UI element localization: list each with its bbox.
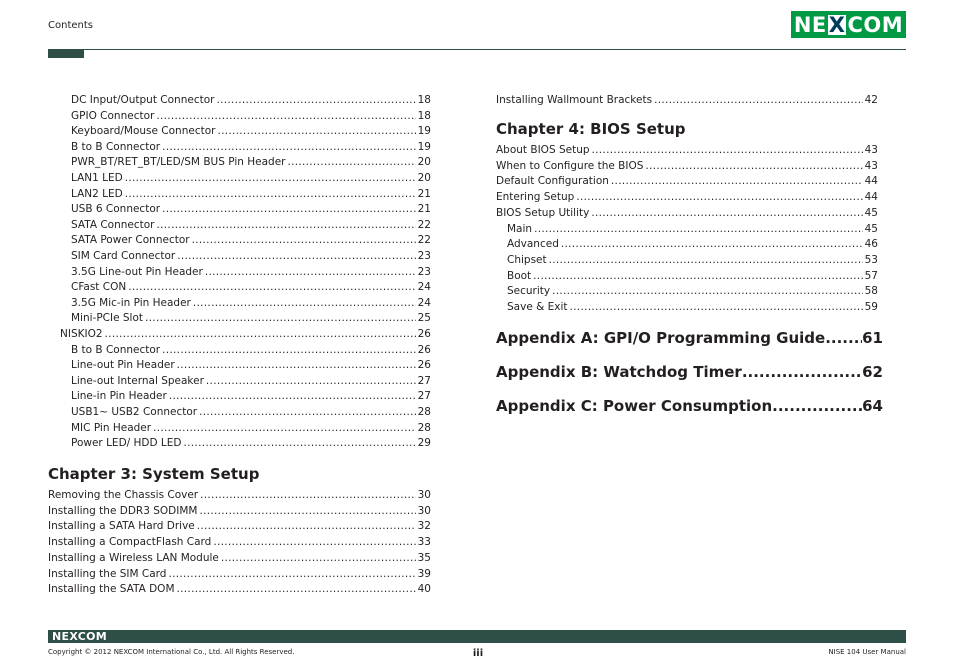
toc-entry[interactable]	[507, 222, 878, 237]
toc-entry-label: 3.5G Line-out Pin Header	[71, 265, 203, 278]
toc-entry[interactable]	[71, 155, 431, 170]
toc-entry[interactable]	[71, 405, 431, 420]
toc-entry[interactable]	[71, 109, 431, 124]
toc-entry-label: Installing the DDR3 SODIMM	[48, 504, 198, 517]
toc-entry-page: 39	[417, 567, 431, 580]
toc-entry[interactable]	[48, 582, 431, 597]
toc-entry-label: Removing the Chassis Cover	[48, 489, 199, 501]
toc-entry[interactable]	[496, 362, 883, 382]
toc-entry-page: 30	[417, 489, 431, 501]
toc-entry-label: Line-in Pin Header	[71, 390, 167, 403]
toc-entry-page: 62	[862, 363, 883, 381]
toc-entry[interactable]	[71, 343, 431, 358]
toc-leader-dots	[162, 140, 416, 155]
toc-entry-label: Save & Exit	[507, 301, 568, 313]
toc-entry-label: CFast CON	[71, 281, 127, 294]
toc-entry-label: About BIOS Setup	[496, 144, 590, 156]
toc-leader-dots	[654, 93, 863, 108]
toc-entry-page: 22	[417, 234, 431, 247]
toc-entry-label: Advanced	[507, 238, 559, 251]
footer-page-number: iii	[472, 648, 484, 659]
footer-square	[889, 637, 906, 643]
toc-entry-label: B to B Connector	[71, 140, 161, 153]
toc-entry-page: 46	[864, 238, 878, 251]
toc-entry[interactable]	[48, 504, 431, 519]
toc-entry-label: NISKIO2	[60, 328, 103, 340]
toc-entry-label: DC Input/Output Connector	[71, 94, 215, 106]
toc-leader-dots	[216, 93, 415, 108]
toc-entry[interactable]	[507, 237, 878, 252]
toc-leader-dots	[742, 362, 862, 382]
toc-entry-label: SATA Connector	[71, 218, 155, 231]
toc-leader-dots	[125, 171, 416, 186]
toc-leader-dots	[592, 143, 863, 158]
toc-entry-label: Installing Wallmount Brackets	[496, 94, 653, 106]
toc-entry-page: 29	[417, 437, 431, 450]
toc-entry[interactable]	[71, 374, 431, 389]
toc-leader-dots	[645, 159, 862, 174]
toc-entry-label: Boot	[507, 269, 532, 282]
toc-entry-label: Installing a SATA Hard Drive	[48, 520, 195, 533]
toc-entry-page: 30	[417, 504, 431, 517]
toc-entry[interactable]	[71, 140, 431, 155]
toc-entry-label: Installing the SIM Card	[48, 567, 167, 580]
toc-leader-dots	[825, 328, 862, 348]
toc-entry-page: 21	[417, 187, 431, 200]
toc-entry-label: SATA Power Connector	[71, 234, 190, 247]
toc-entry-label: LAN2 LED	[71, 187, 123, 200]
toc-entry-page: 42	[864, 94, 878, 106]
header-block	[48, 49, 84, 58]
toc-entry[interactable]	[71, 187, 431, 202]
toc-leader-dots	[576, 190, 862, 205]
toc-entry-page: 43	[864, 159, 878, 172]
toc-entry[interactable]	[71, 265, 431, 280]
toc-entry-page: 59	[864, 301, 878, 313]
toc-leader-dots	[200, 488, 415, 503]
toc-leader-dots	[177, 249, 415, 264]
toc-leader-dots	[162, 202, 416, 217]
toc-leader-dots	[156, 109, 415, 124]
toc-leader-dots	[213, 535, 415, 550]
toc-leader-dots	[128, 280, 415, 295]
toc-leader-dots	[611, 174, 863, 189]
toc-entry-page: 26	[417, 328, 431, 340]
toc-entry-page: 44	[864, 191, 878, 204]
footer-square	[889, 630, 896, 636]
toc-entry-page: 28	[417, 406, 431, 418]
toc-leader-dots	[570, 300, 863, 315]
toc-entry-page: 26	[417, 359, 431, 372]
toc-entry[interactable]	[48, 488, 431, 503]
nexcom-logo: NE X COM	[791, 11, 906, 38]
toc-entry[interactable]	[496, 328, 883, 348]
toc-leader-dots	[197, 519, 416, 534]
toc-entry-page: 61	[862, 329, 883, 347]
toc-entry-label: SIM Card Connector	[71, 250, 176, 262]
toc-entry[interactable]	[48, 551, 431, 566]
toc-entry-label: Line-out Internal Speaker	[71, 374, 204, 387]
toc-entry[interactable]	[71, 436, 431, 451]
toc-entry-label: Installing the SATA DOM	[48, 583, 175, 596]
toc-leader-dots	[177, 582, 416, 597]
toc-entry-page: 22	[417, 218, 431, 231]
footer-bar	[48, 630, 906, 643]
toc-entry-page: 24	[417, 296, 431, 309]
toc-entry[interactable]	[60, 327, 431, 342]
toc-entry-page: 45	[864, 206, 878, 219]
toc-leader-dots	[561, 237, 863, 252]
toc-entry[interactable]	[496, 190, 878, 205]
toc-leader-dots	[549, 253, 863, 268]
toc-entry-page: 44	[864, 175, 878, 188]
toc-entry[interactable]	[507, 300, 878, 315]
toc-entry-label: Line-out Pin Header	[71, 359, 175, 372]
toc-entry-label: Appendix B: Watchdog Timer	[496, 363, 742, 381]
toc-entry-page: 27	[417, 390, 431, 403]
toc-leader-dots	[534, 222, 863, 237]
toc-entry[interactable]	[496, 93, 878, 108]
toc-entry-label: When to Configure the BIOS	[496, 159, 644, 172]
toc-leader-dots	[145, 311, 416, 326]
toc-leader-dots	[153, 421, 416, 436]
toc-entry-label: Mini-PCIe Slot	[71, 312, 144, 325]
toc-entry-page: 24	[417, 281, 431, 294]
footer-copyright: Copyright © 2012 NEXCOM International Co., Ltd. All Rights Reserved.	[48, 648, 295, 656]
toc-entry-page: 57	[864, 269, 878, 282]
toc-entry-label: Power LED/ HDD LED	[71, 437, 182, 450]
toc-entry-page: 64	[862, 397, 883, 415]
toc-leader-dots	[162, 343, 416, 358]
toc-entry[interactable]	[48, 535, 431, 550]
toc-entry-page: 23	[417, 250, 431, 262]
toc-leader-dots	[217, 124, 415, 139]
toc-entry[interactable]	[507, 253, 878, 268]
toc-leader-dots	[533, 269, 862, 284]
toc-entry-label: BIOS Setup Utility	[496, 206, 590, 219]
toc-entry-page: 18	[417, 109, 431, 122]
toc-entry-label: Security	[507, 285, 551, 298]
toc-entry[interactable]	[71, 280, 431, 295]
toc-entry-page: 53	[864, 253, 878, 266]
toc-entry-page: 23	[417, 265, 431, 278]
toc-entry-page: 26	[417, 343, 431, 356]
toc-entry[interactable]	[507, 269, 878, 284]
toc-leader-dots	[206, 374, 416, 389]
toc-entry[interactable]	[71, 249, 431, 264]
toc-entry-page: 20	[417, 172, 431, 184]
footer-logo: NEXCOM	[52, 630, 107, 643]
footer-manual-name: NISE 104 User Manual	[828, 648, 906, 656]
toc-leader-dots	[169, 389, 416, 404]
toc-entry[interactable]	[496, 174, 878, 189]
toc-entry-page: 19	[417, 125, 431, 138]
toc-leader-dots	[221, 551, 416, 566]
toc-entry-label: Appendix A: GPI/O Programming Guide	[496, 329, 826, 347]
toc-entry[interactable]	[71, 124, 431, 139]
toc-leader-dots	[205, 265, 416, 280]
toc-entry[interactable]	[496, 396, 883, 416]
toc-entry-label: USB1~ USB2 Connector	[71, 406, 198, 418]
toc-leader-dots	[199, 405, 416, 420]
toc-entry-label: Installing a Wireless LAN Module	[48, 551, 219, 564]
toc-leader-dots	[199, 504, 415, 519]
chapter-4-heading[interactable]: Chapter 4: BIOS Setup	[496, 120, 686, 138]
toc-entry-label: B to B Connector	[71, 343, 161, 356]
toc-leader-dots	[125, 187, 416, 202]
header-title: Contents	[48, 20, 93, 31]
toc-entry-page: 27	[417, 374, 431, 387]
toc-entry-label: Default Configuration	[496, 175, 609, 188]
toc-entry-page: 40	[417, 583, 431, 596]
toc-entry-page: 32	[417, 520, 431, 533]
toc-leader-dots	[193, 296, 416, 311]
toc-entry-page: 19	[417, 140, 431, 153]
toc-entry-label: Entering Setup	[496, 191, 575, 204]
toc-leader-dots	[591, 206, 862, 221]
toc-entry-page: 45	[864, 222, 878, 235]
toc-entry-label: MIC Pin Header	[71, 421, 152, 434]
toc-leader-dots	[552, 284, 863, 299]
toc-entry-label: Installing a CompactFlash Card	[48, 536, 212, 549]
toc-entry-label: USB 6 Connector	[71, 203, 161, 216]
toc-leader-dots	[105, 327, 416, 342]
toc-entry[interactable]	[48, 519, 431, 534]
toc-entry-page: 43	[864, 144, 878, 156]
toc-entry-label: GPIO Connector	[71, 109, 155, 122]
toc-entry[interactable]	[71, 389, 431, 404]
toc-leader-dots	[168, 567, 415, 582]
toc-entry[interactable]	[48, 567, 431, 582]
toc-entry-page: 25	[417, 312, 431, 325]
toc-leader-dots	[192, 233, 416, 248]
toc-entry-page: 28	[417, 421, 431, 434]
chapter-3-heading[interactable]: Chapter 3: System Setup	[48, 465, 260, 483]
toc-leader-dots	[184, 436, 416, 451]
toc-entry[interactable]	[71, 358, 431, 373]
toc-entry-label: Main	[507, 222, 533, 235]
toc-entry[interactable]	[71, 233, 431, 248]
toc-entry[interactable]	[507, 284, 878, 299]
toc-entry-label: PWR_BT/RET_BT/LED/SM BUS Pin Header	[71, 156, 286, 169]
toc-leader-dots	[772, 396, 862, 416]
toc-entry-page: 21	[417, 203, 431, 216]
toc-entry[interactable]	[71, 218, 431, 233]
toc-entry-page: 58	[864, 285, 878, 298]
toc-leader-dots	[287, 155, 415, 170]
toc-entry[interactable]	[71, 171, 431, 186]
toc-entry-label: LAN1 LED	[71, 172, 123, 184]
toc-entry[interactable]	[71, 93, 431, 108]
toc-entry[interactable]	[496, 143, 878, 158]
toc-entry-label: 3.5G Mic-in Pin Header	[71, 296, 191, 309]
toc-entry-page: 20	[417, 156, 431, 169]
toc-entry[interactable]	[71, 311, 431, 326]
toc-leader-dots	[157, 218, 416, 233]
toc-leader-dots	[177, 358, 416, 373]
toc-entry-label: Chipset	[507, 253, 547, 266]
toc-entry-label: Keyboard/Mouse Connector	[71, 125, 216, 138]
toc-entry-page: 18	[417, 94, 431, 106]
toc-entry-page: 33	[417, 536, 431, 549]
header-rule	[48, 49, 906, 50]
toc-entry-page: 35	[417, 551, 431, 564]
toc-entry[interactable]	[71, 421, 431, 436]
toc-entry[interactable]	[71, 296, 431, 311]
toc-entry[interactable]	[496, 159, 878, 174]
toc-entry-label: Appendix C: Power Consumption	[496, 397, 773, 415]
toc-entry[interactable]	[496, 206, 878, 221]
toc-entry[interactable]	[71, 202, 431, 217]
